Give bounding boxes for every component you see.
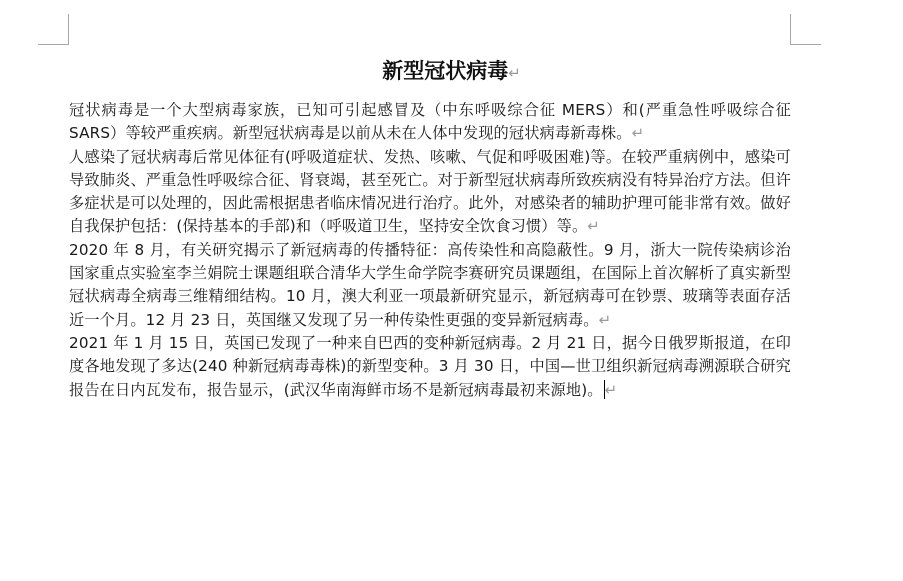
paragraph-2[interactable] — [69, 146, 791, 239]
top-right-corner-mark — [790, 14, 821, 45]
paragraph-mark-icon: ↵ — [508, 64, 521, 82]
paragraph-text[interactable]: 2021 年 1 月 15 日，英国已发现了一种来自巴西的变种新冠病毒。2 月 21 日，据今日俄罗斯报道，在印度各地发现了多达(240 种新冠病毒毒株)的新型变种。3 月 30 日，中国—世卫组织新冠病毒溯源联合研究报告在日内瓦发布，报告显示，(武汉华南海鲜市场不是新冠病毒最初来源地)。 — [69, 333, 791, 399]
paragraph-text[interactable]: 2020 年 8 月，有关研究揭示了新冠病毒的传播特征：高传染性和高隐蔽性。9 月，浙大一院传染病诊治国家重点实验室李兰娟院士课题组联合清华大学生命学院李赛研究员课题组，在国际上首次解析了真实新型冠状病毒全病毒三维精细结构。10 月，澳大利亚一项最新研究显示，新冠病毒可在钞票、玻璃等表面存活近一个月。12 月 23 日，英国继又发现了另一种传染性更强的变异新冠病毒。 — [69, 240, 791, 329]
paragraph-mark-icon: ↵ — [631, 124, 645, 143]
paragraph-1[interactable] — [69, 99, 791, 146]
paragraph-text[interactable]: 冠状病毒是一个大型病毒家族，已知可引起感冒及（中东呼吸综合征 MERS）和(严重急性呼吸综合征 SARS）等较严重疾病。新型冠状病毒是以前从未在人体中发现的冠状病毒新毒株。 — [69, 101, 791, 143]
document-body[interactable] — [69, 99, 791, 402]
document-title-line[interactable] — [0, 56, 903, 88]
paragraph-3[interactable] — [69, 239, 791, 332]
paragraph-mark-icon: ↵ — [587, 217, 601, 236]
paragraph-4[interactable] — [69, 332, 791, 402]
paragraph-text[interactable]: 人感染了冠状病毒后常见体征有(呼吸道症状、发热、咳嗽、气促和呼吸困难)等。在较严重病例中，感染可导致肺炎、严重急性呼吸综合征、肾衰竭，甚至死亡。对于新型冠状病毒所致疾病没有特异治疗方法。但许多症状是可以处理的，因此需根据患者临床情况进行治疗。此外，对感染者的辅助护理可能非常有效。做好自我保护包括：(保持基本的手部)和（呼吸道卫生，坚持安全饮食习惯）等。 — [69, 147, 791, 236]
top-left-corner-mark — [38, 14, 69, 45]
paragraph-mark-icon: ↵ — [604, 380, 618, 399]
paragraph-mark-icon: ↵ — [598, 310, 612, 329]
document-title[interactable]: 新型冠状病毒 — [382, 59, 509, 83]
